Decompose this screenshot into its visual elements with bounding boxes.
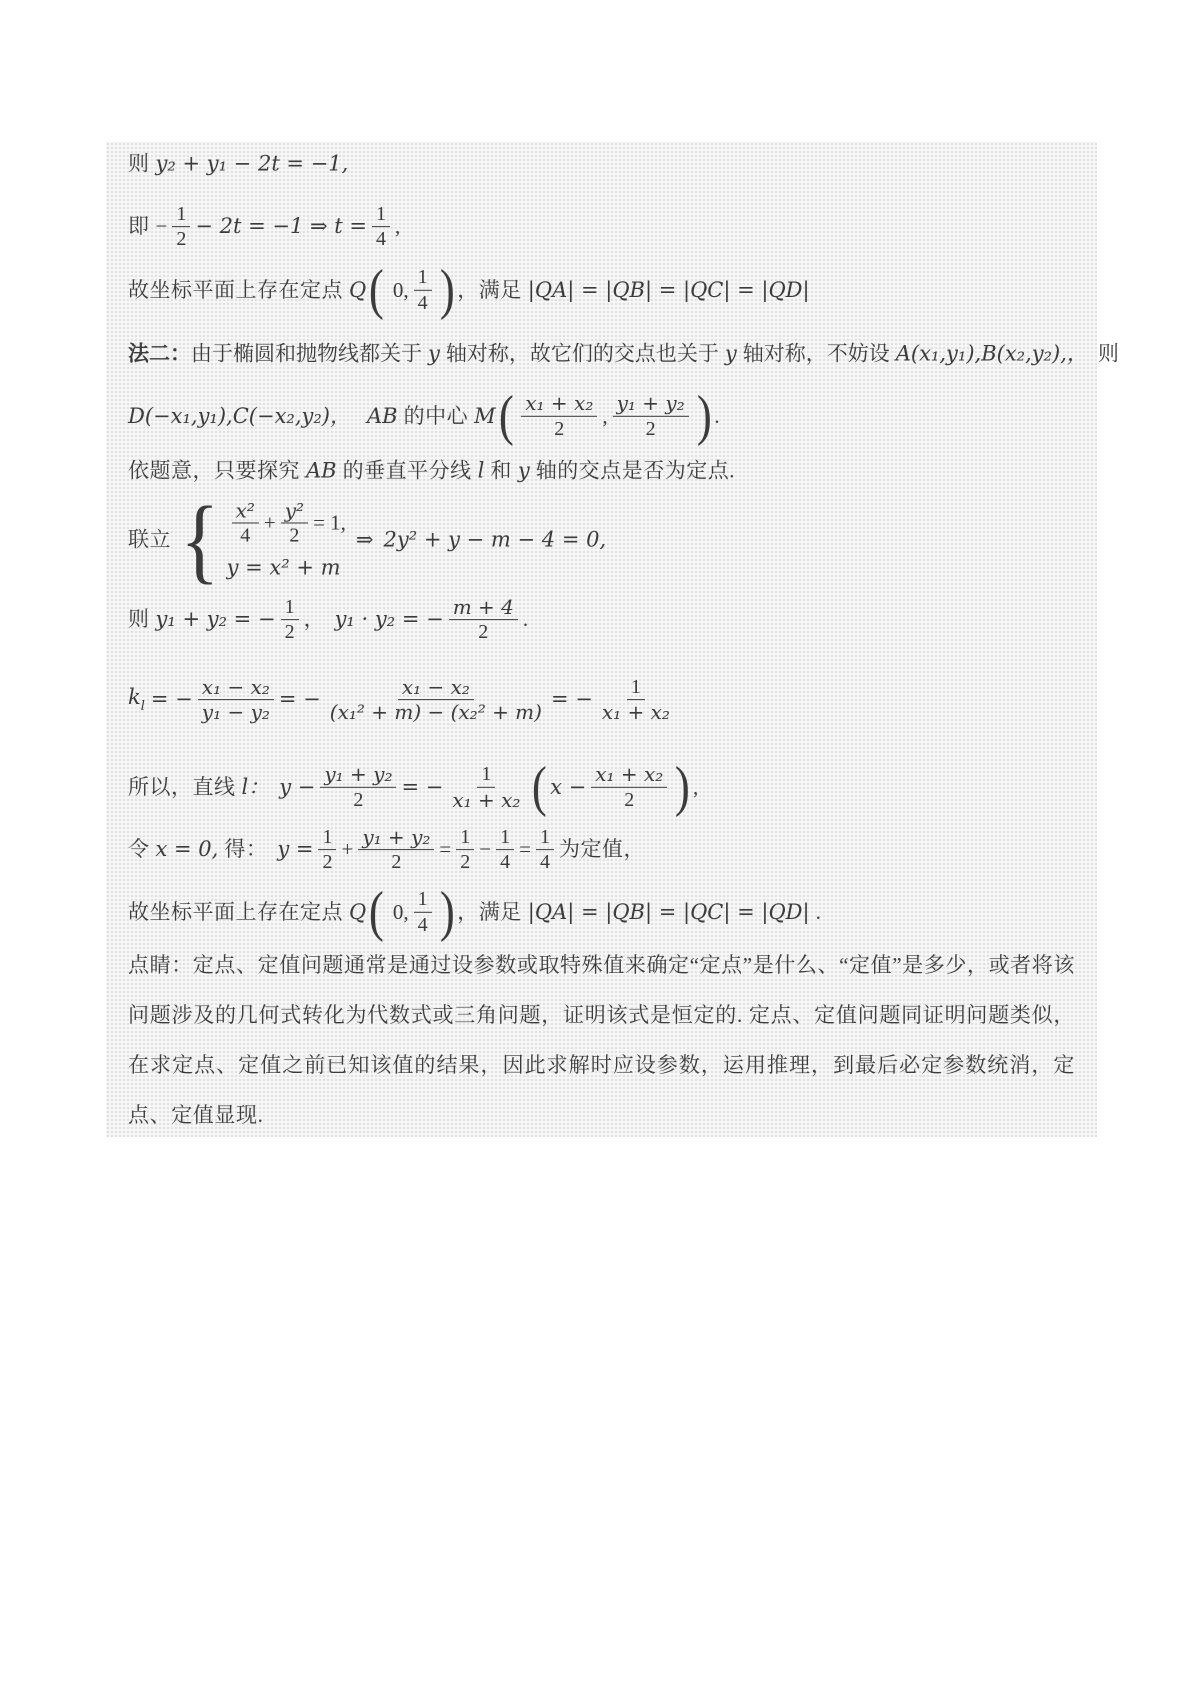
fraction-numerator: 1: [172, 202, 190, 227]
math-run: y: [724, 341, 737, 366]
k-slope-term: [128, 684, 145, 715]
left-paren: (: [369, 880, 385, 943]
fraction: [320, 762, 396, 812]
fraction-denominator: 4: [375, 228, 386, 251]
left-paren: (: [369, 258, 385, 321]
variable-k: k: [128, 685, 141, 710]
math-run: 0,: [392, 899, 409, 924]
math-run: |QA| = |QB| = |QC| = |QD|: [527, 899, 810, 924]
math-run: = −: [550, 687, 593, 712]
cjk-text: 和: [490, 458, 512, 483]
parabola-equation: y = x² + m: [226, 555, 341, 580]
plus-sign: +: [263, 510, 276, 535]
solution-line-2: [128, 202, 1087, 252]
math-run: y₂ + y₁ − 2t = −1,: [155, 151, 349, 176]
period: .: [714, 403, 720, 428]
solution-line-3: [128, 258, 1087, 321]
fraction: [448, 762, 524, 812]
fraction-numerator: 1: [496, 825, 514, 850]
implies-arrow: ⇒: [355, 527, 374, 552]
fraction: [613, 391, 689, 441]
fraction-numerator: x²: [232, 498, 259, 523]
fraction-numerator: x₁ − x₂: [398, 675, 474, 700]
cjk-text: 故坐标平面上存在定点: [128, 899, 343, 924]
point-Q: Q: [349, 277, 367, 302]
math-run: y: [428, 341, 440, 366]
equals-sign: =: [519, 837, 531, 862]
fraction-numerator: 1: [477, 762, 495, 787]
point-Q: Q: [349, 899, 367, 924]
fraction-numerator: 1: [372, 202, 390, 227]
math-run: = −: [278, 687, 321, 712]
solution-line-1: [128, 150, 1087, 177]
cjk-text: 所以，直线: [128, 774, 236, 799]
fraction-denominator: 4: [539, 851, 550, 874]
fraction-numerator: y₁ + y₂: [320, 762, 396, 787]
fraction: [536, 825, 554, 875]
fraction-denominator: 2: [322, 851, 333, 874]
solution-line-8: [128, 595, 1087, 645]
right-paren: ): [675, 755, 691, 818]
math-run: 0,: [392, 277, 409, 302]
fraction-denominator: 4: [240, 524, 251, 547]
cjk-text: 联立: [128, 527, 171, 552]
system-of-equations-line: [128, 486, 1087, 593]
equals-sign: =: [439, 837, 452, 862]
cjk-text: 的中心: [403, 403, 469, 428]
fraction: [326, 675, 546, 725]
minus-sign: −: [155, 214, 168, 239]
math-run: = 1,: [313, 510, 346, 535]
fraction-denominator: 2: [391, 851, 402, 874]
fraction-denominator: 2: [460, 851, 471, 874]
cjk-text: 为定值，: [558, 837, 645, 862]
fraction-numerator: y²: [281, 498, 308, 523]
fixed-value-line: [128, 825, 1087, 875]
math-run: = −: [150, 687, 193, 712]
left-paren: (: [498, 384, 514, 447]
fraction-numerator: x₁ + x₂: [591, 762, 667, 787]
fraction: [449, 595, 518, 645]
cjk-text: 轴对称，不妨设: [742, 341, 890, 366]
fraction-numerator: m + 4: [449, 595, 518, 620]
fraction: [232, 498, 259, 548]
math-run: y₁ + y₂ = −: [155, 607, 276, 632]
math-run: l: [477, 458, 485, 483]
cjk-text: 满足: [478, 277, 522, 302]
left-paren: (: [532, 755, 548, 818]
ellipse-equation: [227, 498, 346, 548]
slope-line: [128, 675, 1087, 725]
fraction-numerator: 1: [414, 887, 432, 912]
midpoint-M: M: [474, 403, 496, 428]
fraction-denominator: 4: [417, 913, 428, 936]
fraction-denominator: x₁ + x₂: [452, 787, 521, 812]
fraction-denominator: 2: [176, 228, 187, 251]
fraction: [172, 202, 190, 252]
cjk-text: 则: [128, 151, 150, 176]
fraction: [198, 675, 274, 725]
math-run: x = 0,: [155, 837, 219, 862]
fraction: [281, 498, 308, 548]
fraction-numerator: 1: [414, 265, 432, 290]
math-run: x −: [550, 774, 587, 799]
math-run: A(x₁,y₁),B(x₂,y₂),，: [895, 341, 1088, 366]
cjk-text: 满足: [478, 899, 522, 924]
fraction-denominator: 2: [289, 524, 300, 547]
fraction-numerator: 1: [627, 675, 645, 700]
subscript-l: l: [140, 698, 145, 714]
document-page-panel: [106, 142, 1119, 1137]
fraction: [591, 762, 667, 812]
method-label: 法二：: [128, 341, 191, 366]
math-run: l：: [241, 774, 270, 799]
cjk-text: 则: [1097, 341, 1119, 366]
period: .: [522, 607, 529, 632]
fraction: [372, 202, 390, 252]
math-run: D(−x₁,y₁),C(−x₂,y₂)，: [128, 403, 351, 428]
solution-line-5: [128, 384, 1087, 447]
period: .: [815, 899, 821, 924]
fraction-denominator: y₁ − y₂: [201, 700, 270, 725]
fraction-numerator: 1: [536, 825, 554, 850]
system-equations: [227, 498, 346, 581]
fraction-numerator: 1: [456, 825, 474, 850]
minus-sign: −: [479, 837, 492, 862]
line-l-equation: [128, 755, 1087, 818]
fraction: [358, 825, 434, 875]
cjk-text: 即: [128, 214, 150, 239]
cjk-text: 令: [128, 837, 150, 862]
comma: ,: [394, 214, 401, 239]
math-run: y −: [279, 774, 316, 799]
conclusion-line: [128, 880, 1087, 943]
math-run: y: [517, 458, 530, 483]
comma: ,: [602, 403, 608, 428]
fraction: [318, 825, 336, 875]
system-brace: {: [180, 486, 220, 593]
cjk-text: 则: [128, 607, 150, 632]
fraction-denominator: 4: [500, 851, 511, 874]
cjk-text: 得：: [224, 837, 268, 862]
fraction: [281, 595, 299, 645]
right-paren: ): [439, 258, 455, 321]
fraction-denominator: 2: [624, 788, 635, 811]
math-run: y =: [277, 837, 314, 862]
cjk-text: 轴对称，故它们的交点也关于: [445, 341, 719, 366]
fraction-numerator: x₁ + x₂: [521, 391, 597, 416]
right-paren: ): [439, 880, 455, 943]
fraction-denominator: (x₁² + m) − (x₂² + m): [329, 700, 542, 725]
math-run: AB: [366, 403, 398, 428]
method-2-line: [128, 340, 1119, 367]
cjk-text: 由于椭圆和抛物线都关于: [191, 341, 422, 366]
math-run: − 2t = −1 ⇒ t =: [195, 214, 367, 239]
fraction-denominator: 2: [645, 417, 656, 440]
solution-line-6: [128, 457, 1087, 484]
fraction: [521, 391, 597, 441]
separator-comma: ，: [303, 607, 325, 632]
math-run: |QA| = |QB| = |QC| = |QD|: [527, 277, 810, 302]
cjk-text: ，: [457, 277, 479, 302]
fraction: [598, 675, 674, 725]
cjk-text: 依题意，只要探究: [128, 458, 300, 483]
fraction-denominator: x₁ + x₂: [601, 700, 670, 725]
math-run: y₁ · y₂ = −: [334, 607, 444, 632]
k-subscript: [141, 698, 145, 713]
math-run: = −: [401, 774, 444, 799]
fraction-denominator: 2: [353, 788, 364, 811]
fraction: [496, 825, 514, 875]
fraction: [414, 887, 432, 937]
cjk-text: 轴的交点是否为定点.: [535, 458, 735, 483]
fraction-numerator: x₁ − x₂: [198, 675, 274, 700]
cjk-text: 的垂直平分线: [342, 458, 472, 483]
plus-sign: +: [341, 837, 354, 862]
fraction-denominator: 2: [554, 417, 565, 440]
fraction: [456, 825, 474, 875]
right-paren: ): [696, 384, 712, 447]
fraction-denominator: 2: [284, 621, 295, 644]
fraction-numerator: y₁ + y₂: [613, 391, 689, 416]
fraction-denominator: 4: [417, 291, 428, 314]
fraction-numerator: y₁ + y₂: [358, 825, 434, 850]
cjk-text: 故坐标平面上存在定点: [128, 277, 343, 302]
cjk-text: ，: [457, 899, 479, 924]
fraction-denominator: 2: [478, 621, 489, 644]
fraction: [414, 265, 432, 315]
remark-paragraph: 点睛：定点、定值问题通常是通过设参数或取特殊值来确定“定点”是什么、“定值”是多少，或者将该问题涉及的几何式转化为代数式或三角问题，证明该式是恒定的. 定点、定值问题同证明问题类似，在求定点、定值之前已知该值的结果，因此求解时应设参数，运用推理，到最后必定参数统消，定点、定值显现.: [128, 953, 1075, 1127]
math-run: 2y² + y − m − 4 = 0,: [383, 527, 607, 552]
fraction-numerator: 1: [281, 595, 299, 620]
math-run: AB: [306, 458, 337, 483]
fraction-numerator: 1: [318, 825, 336, 850]
comma: ,: [692, 774, 699, 799]
